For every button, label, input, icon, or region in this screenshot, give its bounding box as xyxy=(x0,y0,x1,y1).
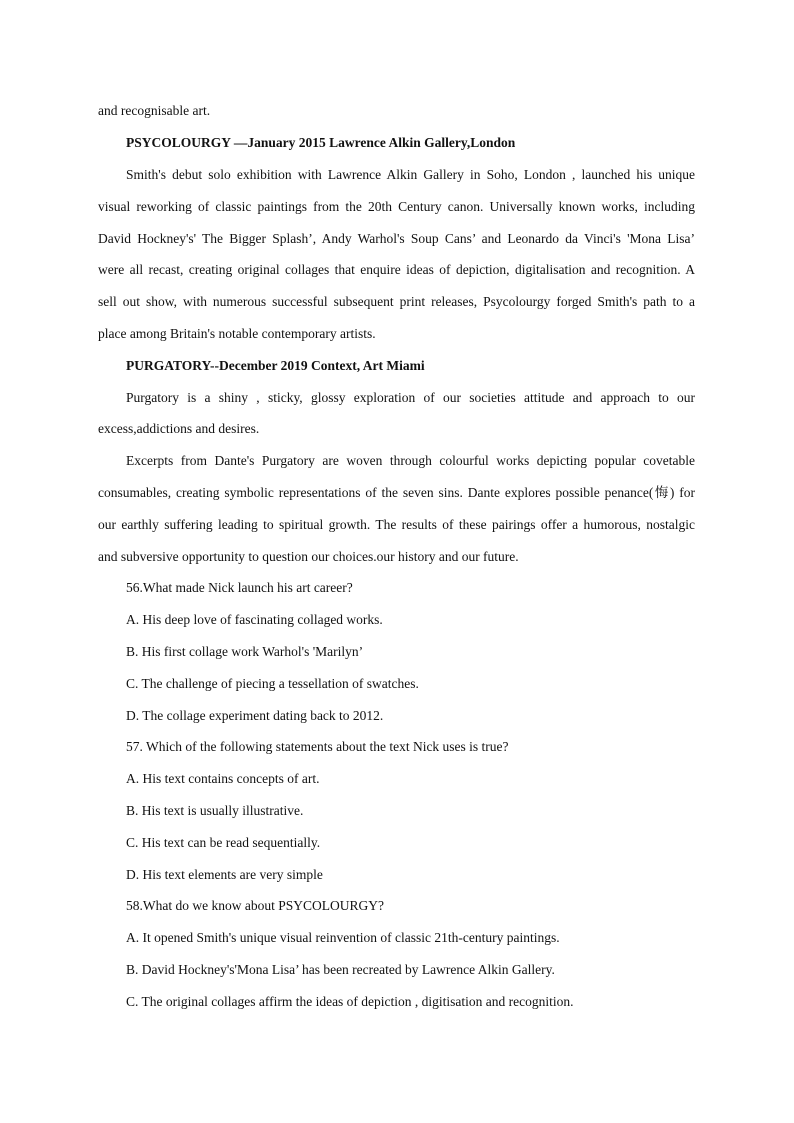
text-line: and recognisable art. xyxy=(98,103,211,118)
text-line: David Hockney's' The Bigger Splash’, Andy Warhol's Soup Cans’ and Leonardo da Vinci's 'Mona Lisa’ xyxy=(98,231,695,246)
question-57-option-a: A. His text contains concepts of art. xyxy=(126,771,320,786)
text-line: Purgatory is a shiny , sticky, glossy exploration of our societies attitude and approach to our xyxy=(126,390,695,405)
question-57: 57. Which of the following statements about the text Nick uses is true? xyxy=(126,739,509,754)
text-line: place among Britain's notable contemporary artists. xyxy=(98,326,376,341)
question-56-option-c: C. The challenge of piecing a tessellation of swatches. xyxy=(126,676,419,691)
question-57-option-c: C. His text can be read sequentially. xyxy=(126,835,321,850)
question-56: 56.What made Nick launch his art career? xyxy=(126,580,353,595)
text-line: visual reworking of classic paintings from the 20th Century canon. Universally known works, including xyxy=(98,199,695,214)
question-56-option-b: B. His first collage work Warhol's 'Marilyn’ xyxy=(126,644,364,659)
question-57-option-b: B. His text is usually illustrative. xyxy=(126,803,304,818)
text-line: our earthly suffering leading to spiritual growth. The results of these pairings offer a humorous, nostalgic xyxy=(98,517,695,532)
text-line: Smith's debut solo exhibition with Lawrence Alkin Gallery in Soho, London , launched his unique xyxy=(126,167,695,182)
section-heading-purgatory: PURGATORY--December 2019 Context, Art Miami xyxy=(126,358,425,373)
question-56-option-a: A. His deep love of fascinating collaged works. xyxy=(126,612,383,627)
question-56-option-d: D. The collage experiment dating back to 2012. xyxy=(126,708,384,723)
question-57-option-d: D. His text elements are very simple xyxy=(126,867,323,882)
text-line: consumables, creating symbolic representations of the seven sins. Dante explores possible penance(悔) for xyxy=(98,485,695,500)
text-line: were all recast, creating original collages that enquire ideas of depiction, digitalisation and recognition. A xyxy=(98,262,695,277)
question-58: 58.What do we know about PSYCOLOURGY? xyxy=(126,898,384,913)
question-58-option-b: B. David Hockney's'Mona Lisa’ has been recreated by Lawrence Alkin Gallery. xyxy=(126,962,555,977)
text-line: sell out show, with numerous successful subsequent print releases, Psycolourgy forged Smith's path to a xyxy=(98,294,695,309)
text-line: excess,addictions and desires. xyxy=(98,421,260,436)
question-58-option-a: A. It opened Smith's unique visual reinvention of classic 21th-century paintings. xyxy=(126,930,560,945)
section-heading-psycolourgy: PSYCOLOURGY —January 2015 Lawrence Alkin Gallery,London xyxy=(126,135,516,150)
text-line: and subversive opportunity to question our choices.our history and our future. xyxy=(98,549,519,564)
text-line: Excerpts from Dante's Purgatory are woven through colourful works depicting popular covetable xyxy=(126,453,695,468)
question-58-option-c: C. The original collages affirm the ideas of depiction , digitisation and recognition. xyxy=(126,994,574,1009)
